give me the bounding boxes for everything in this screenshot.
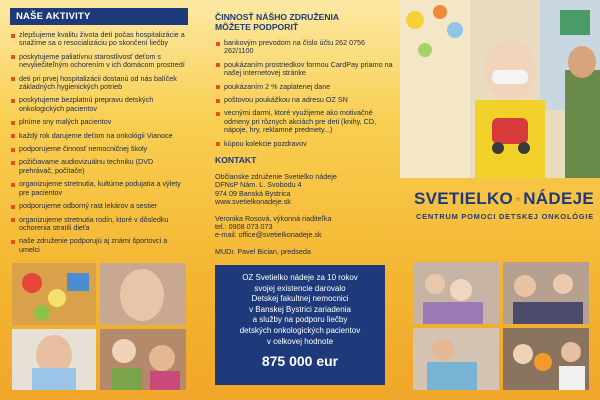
activities-header: NAŠE AKTIVITY [10,8,188,25]
list-item: poukázaním prostriedkov formou CardPay priamo na našej internetovej stránke [215,61,395,78]
logo-subtitle: CENTRUM POMOCI DETSKEJ ONKOLÓGIE [416,212,594,221]
list-item: organizujeme stretnutia rodín, ktoré v dôsledku ochorenia stratili dieťa [10,216,188,233]
photo-collage-right [413,262,589,390]
donation-line: OZ Svetielko nádeje za 10 rokov [242,273,358,282]
logo-word1: SVETIELKO [414,189,514,208]
donation-line: Detskej fakultnej nemocnici [251,294,349,304]
list-item: požičiavame audiovizuálnu techniku (DVD prehrávač, počítače) [10,158,188,175]
list-item: bankovým prevodom na číslo účtu 262 0756 262/1100 [215,39,395,56]
list-item: podporujeme odborný rast lekárov a sestier [10,202,188,210]
donation-line: v Banskej Bystrici zariadenia [249,304,351,314]
photo-collage-right-image [413,262,589,390]
donation-line: a služby na podporu liečby [252,315,348,325]
photo-collage-left-image [12,263,186,390]
cover-photo-image [400,0,600,178]
donation-line: svojej existencie darovalo [254,283,346,293]
support-column [215,12,395,153]
list-item: deti pri prvej hospitalizácii dostanú od nás balíček základných hygienických potrieb [10,75,188,92]
contact-email[interactable]: e-mail: office@svetielkonadeje.sk [215,230,322,240]
list-item: naše združenie podporujú aj známi športovci a umelci [10,237,188,254]
contact-org: Občianske združenie Svetielko nádeje [215,172,337,181]
cover-photo [400,0,600,178]
contact-city: 974 09 Banská Bystrica [215,188,291,198]
activities-column [10,8,188,259]
list-item: plníme sny malých pacientov [10,118,188,126]
donation-line: v celkovej hodnote [266,336,334,346]
photo-collage-left [12,263,186,390]
contact-section [215,155,395,256]
list-item: vecnými darmi, ktoré využijeme ako motivačné odmeny pri rôznych akciách pre deti (knihy, CD, nápoje, hry, reklamné predmety...) [215,109,395,134]
support-list [215,39,395,148]
list-item: podporujeme činnosť nemocničnej školy [10,145,188,153]
support-title-line1: ČINNOSŤ NÁŠHO ZDRUŽENIA [215,12,340,22]
logo [414,188,594,221]
donation-box [215,265,385,385]
donation-text [223,273,377,347]
donation-amount: 875 000 eur [261,353,339,370]
contact-street: DFNsP Nám. L. Svobodu 4 [215,180,302,190]
contact-chair: MUDr. Pavel Bician, predseda [215,246,311,256]
logo-wordmark [414,188,594,210]
logo-word2: NÁDEJE [523,189,594,208]
support-title-line2: MÔŽETE PODPORIŤ [215,22,299,32]
list-item: kúpou kolekcie pozdravov [215,140,395,148]
list-item: poskytujeme paliatívnu starostlivosť deťom s nevyliečiteľným ochorením v ich domácom prostredí [10,53,188,70]
list-item: každý rok darujeme deťom na onkológii Vianoce [10,132,188,140]
donation-line: detských onkologických pacientov [239,325,361,335]
contact-title: KONTAKT [215,155,257,165]
support-title [215,12,395,32]
candle-heart-icon [516,188,520,210]
list-item: organizujeme stretnutia, kultúrne podujatia a výlety pre pacientov [10,180,188,197]
list-item: poštovou poukážkou na adresu OZ SN [215,96,395,104]
activities-list [10,31,188,254]
list-item: zlepšujeme kvalitu života detí počas hospitalizácie a snažíme sa o resocializáciu po skončení liečby [10,31,188,48]
contact-web[interactable]: www.svetielkonadeje.sk [215,197,291,207]
contact-phone: tel.: 0908 073 073 [215,222,273,232]
contact-person: Veronika Rosová, výkonná riaditeľka [215,213,332,223]
list-item: poskytujeme bezplatnú prepravu detských onkologických pacientov [10,96,188,113]
list-item: poukázaním 2 % zaplatenej dane [215,83,395,91]
